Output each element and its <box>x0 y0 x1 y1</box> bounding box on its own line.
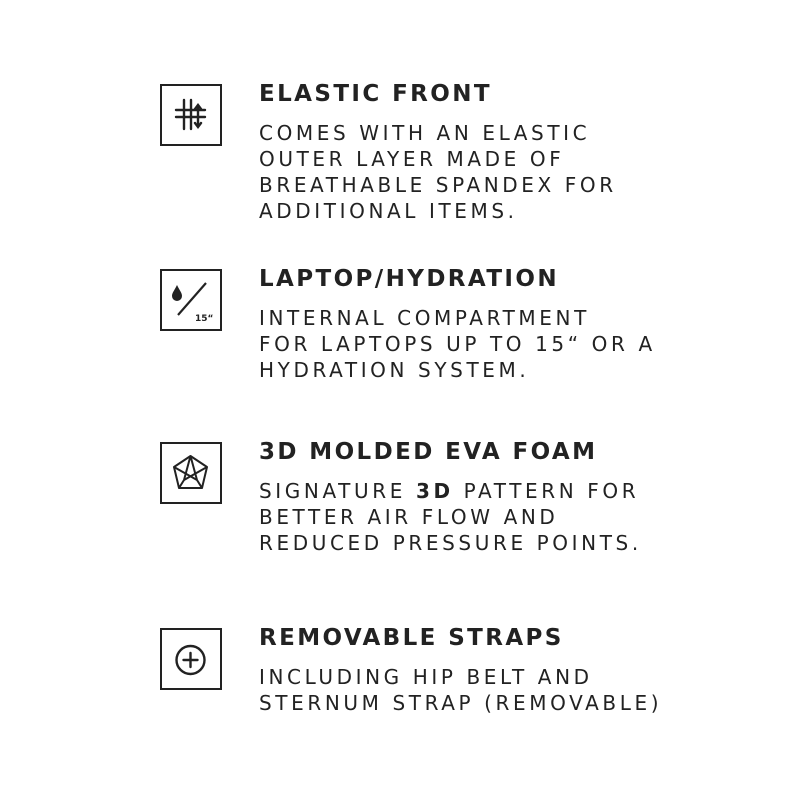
feature-title: LAPTOP/HYDRATION <box>259 266 559 292</box>
feature-description: COMES WITH AN ELASTIC OUTER LAYER MADE OF BREATHABLE SPANDEX FOR ADDITIONAL ITEMS. <box>259 121 617 223</box>
feature-title: REMOVABLE STRAPS <box>259 625 564 651</box>
feature-title: ELASTIC FRONT <box>259 81 492 107</box>
feature-description: INTERNAL COMPARTMENT FOR LAPTOPS UP TO 15“ OR A HYDRATION SYSTEM. <box>259 306 656 382</box>
feature-title: 3D MOLDED EVA FOAM <box>259 439 598 465</box>
svg-text:15“: 15“ <box>195 314 214 324</box>
elastic-grid-icon <box>160 84 222 146</box>
feature-description: INCLUDING HIP BELT AND STERNUM STRAP (REMOVABLE) <box>259 665 663 715</box>
foam-pattern-icon <box>160 442 222 504</box>
removable-plus-icon <box>160 628 222 690</box>
feature-description: SIGNATURE 3D PATTERN FOR BETTER AIR FLOW AND REDUCED PRESSURE POINTS. <box>259 479 642 555</box>
laptop-hydration-icon <box>160 269 222 331</box>
